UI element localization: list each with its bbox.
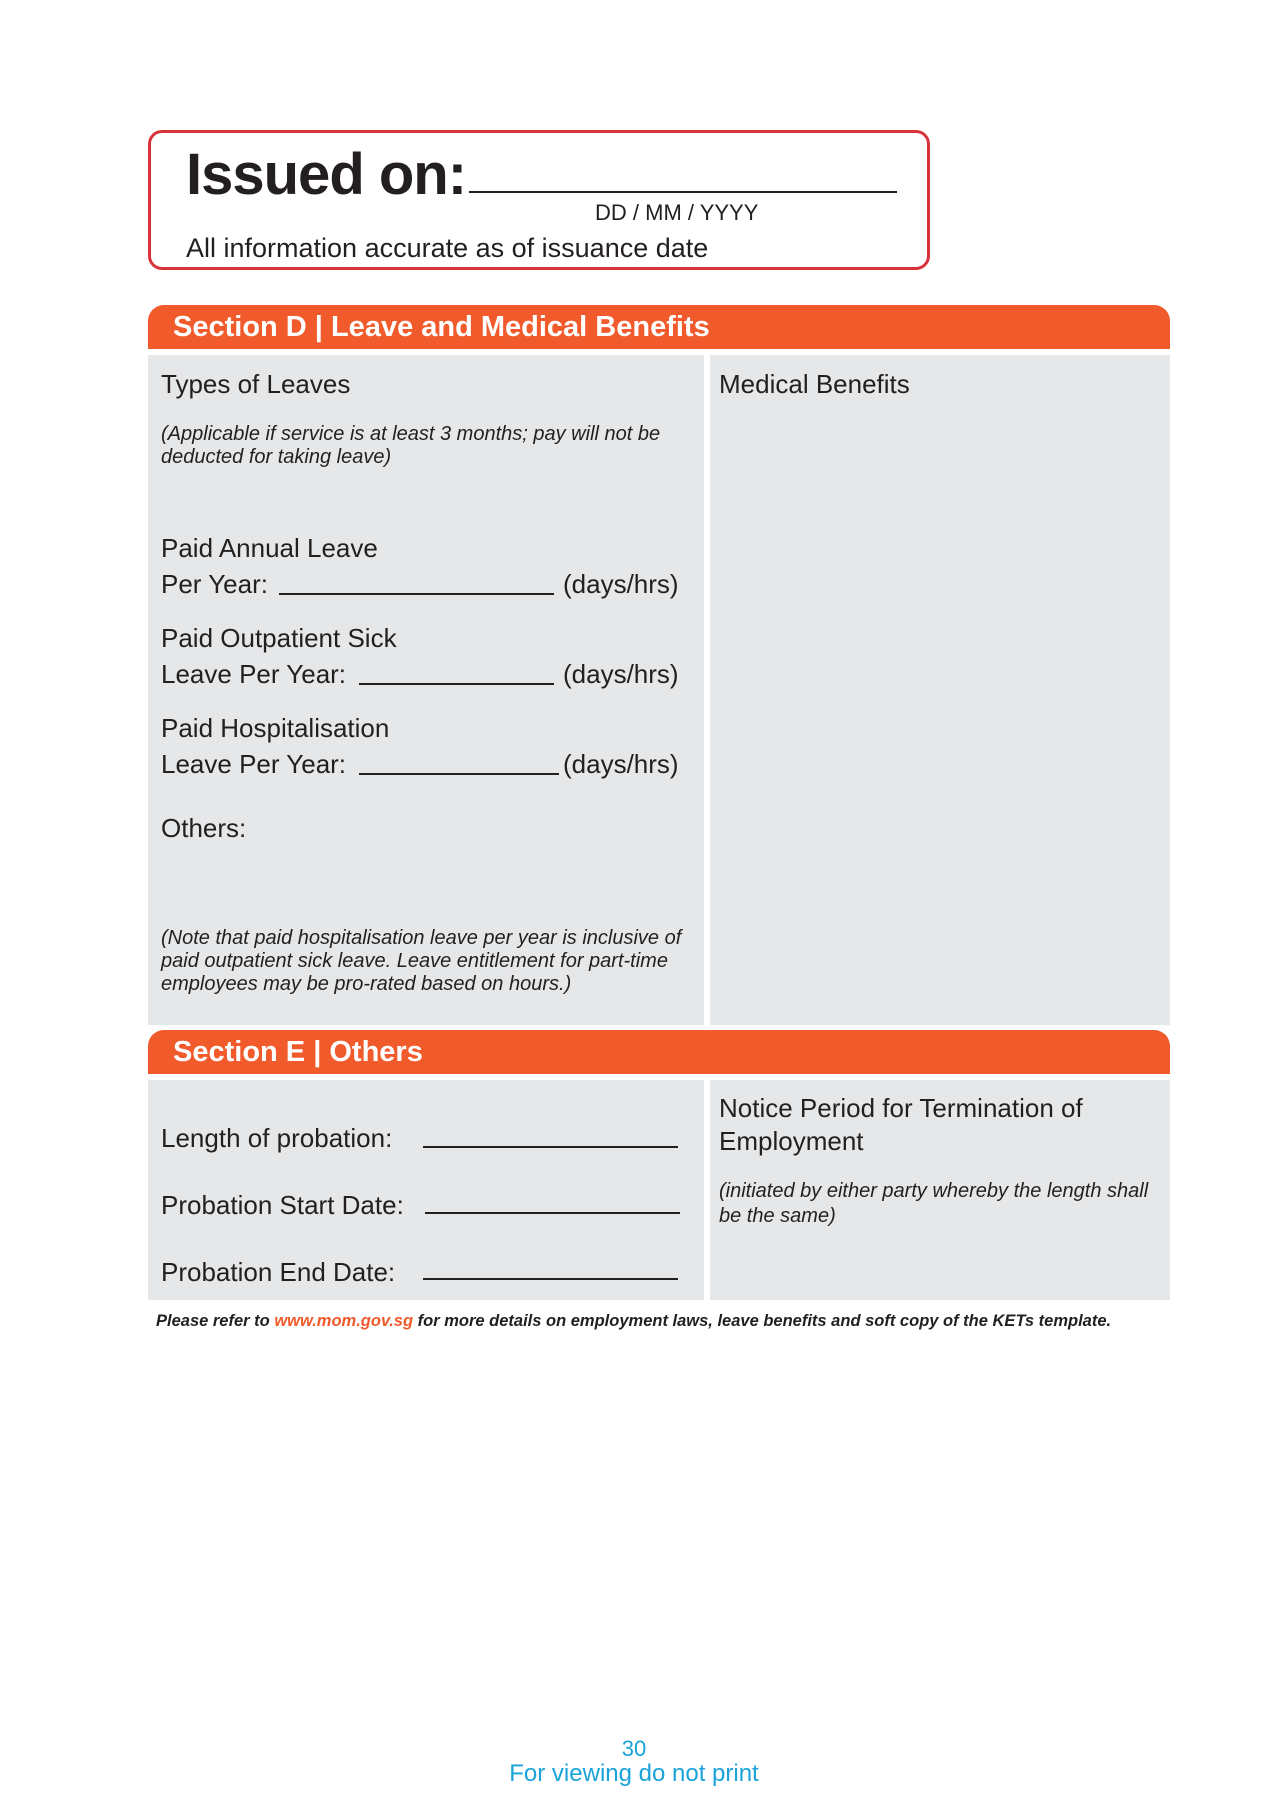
- section-d-header: Section D | Leave and Medical Benefits: [148, 305, 1170, 349]
- types-of-leaves-title: Types of Leaves: [161, 369, 351, 399]
- annual-leave-unit: (days/hrs): [563, 569, 679, 599]
- hospitalisation-leave-unit: (days/hrs): [563, 749, 679, 779]
- page-number: 30: [621, 1736, 647, 1761]
- hospitalisation-inclusion-note: (Note that paid hospitalisation leave per year is inclusive of paid outpatient sick leave. Leave entitlement for part-time employees may be pro-rated based on hours.): [161, 927, 682, 995]
- applicability-note: (Applicable if service is at least 3 months; pay will not be deducted for taking leave): [161, 423, 661, 468]
- probation-panel: [148, 1080, 704, 1300]
- probation-start-label: Probation Start Date:: [161, 1190, 404, 1220]
- sick-leave-field[interactable]: [359, 683, 554, 685]
- notice-period-note: (initiated by either party whereby the length shall be the same): [719, 1180, 1149, 1227]
- notice-period-panel: [710, 1080, 1170, 1300]
- medical-benefits-panel: [710, 355, 1170, 1025]
- types-of-leaves-panel: [148, 355, 704, 1025]
- section-e-header: Section E | Others: [148, 1030, 1170, 1074]
- watermark: For viewing do not print: [509, 1760, 759, 1787]
- reference-note-suffix: for more details on employment laws, leave benefits and soft copy of the KETs template.: [413, 1312, 1112, 1330]
- hospitalisation-leave-label-per-year: Leave Per Year:: [161, 749, 347, 779]
- annual-leave-field[interactable]: [279, 593, 554, 595]
- probation-end-label: Probation End Date:: [161, 1257, 396, 1287]
- reference-note: [156, 1312, 1111, 1331]
- annual-leave-label: Paid Annual Leave: [161, 533, 378, 563]
- issued-date-field[interactable]: [469, 191, 897, 193]
- issuance-note: All information accurate as of issuance date: [186, 233, 709, 263]
- probation-length-field[interactable]: [423, 1146, 678, 1148]
- date-format-hint: DD / MM / YYYY: [595, 200, 759, 225]
- probation-length-label: Length of probation:: [161, 1123, 393, 1153]
- hospitalisation-leave-field[interactable]: [359, 773, 559, 775]
- mom-website-link[interactable]: www.mom.gov.sg: [274, 1312, 414, 1330]
- hospitalisation-leave-label: Paid Hospitalisation: [161, 713, 390, 743]
- others-label: Others:: [161, 813, 247, 843]
- reference-note-prefix: Please refer to: [156, 1312, 275, 1330]
- issued-on-title: Issued on:: [186, 142, 467, 207]
- probation-end-field[interactable]: [423, 1278, 678, 1280]
- sick-leave-label: Paid Outpatient Sick: [161, 623, 397, 653]
- sick-leave-label-per-year: Leave Per Year:: [161, 659, 347, 689]
- medical-benefits-title: Medical Benefits: [719, 369, 910, 399]
- notice-period-title: Notice Period for Termination of Employment: [719, 1093, 1083, 1156]
- probation-start-field[interactable]: [425, 1212, 680, 1214]
- sick-leave-unit: (days/hrs): [563, 659, 679, 689]
- annual-leave-label-per-year: Per Year:: [161, 569, 268, 599]
- issued-on-box: [148, 130, 930, 270]
